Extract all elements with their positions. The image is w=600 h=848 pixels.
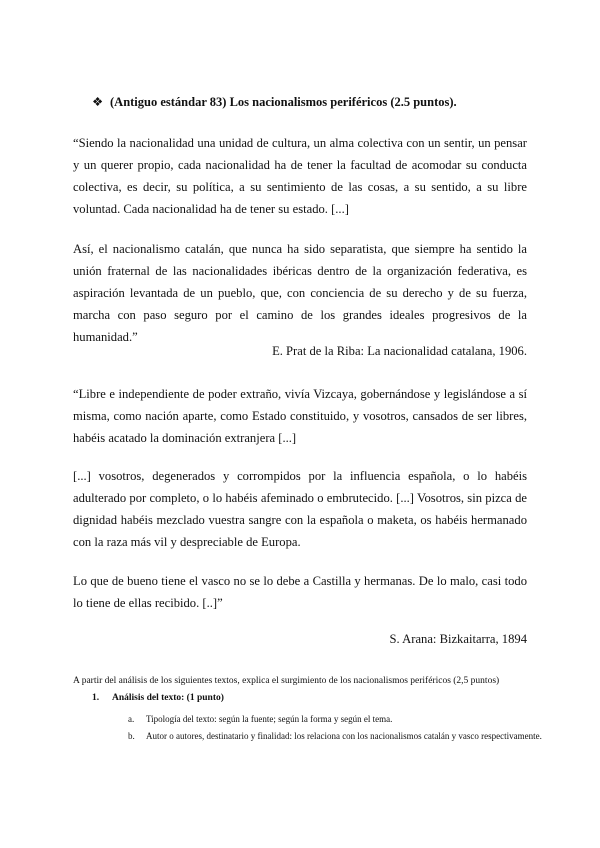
quote-paragraph-2: Así, el nacionalismo catalán, que nunca ha sido separatista, que siempre ha sentido la unión fraternal de las nacionalidades ibéricas dentro de la organización federativa, es aspiración levantada de un pueblo, que, con conciencia de su derecho y de su fuerza, marcha con paso seguro por el camino de los grandes ideales progresivos de la humanidad.” [73,242,527,344]
subitem-letter: b. [128,731,135,741]
heading-text: (Antiguo estándar 83) Los nacionalismos periféricos (2.5 puntos). [110,95,457,109]
quote-paragraph-3: “Libre e independiente de poder extraño, vivía Vizcaya, gobernándose y legislándose a sí misma, como nación aparte, como Estado constituido, y vosotros, cansados de ser libres, habéis acatado la dominación extranjera [...] [73,387,527,445]
instructions-intro: A partir del análisis de los siguientes textos, explica el surgimiento de los nacionalismos periféricos (2,5 puntos) [73,676,500,686]
subitem-text: Autor o autores, destinatario y finalidad: los relaciona con los nacionalismos catalán y vasco respectivamente. [146,731,542,741]
instruction-item-1 [92,693,224,703]
quote-paragraph-5: Lo que de bueno tiene el vasco no se lo debe a Castilla y hermanas. De lo malo, casi todo lo tiene de ellas recibido. [..]” [73,574,527,610]
subitem-letter: a. [128,714,135,724]
quote-paragraph-4: [...] vosotros, degenerados y corrompidos por la influencia española, o lo habéis adulterado por completo, o lo habéis afeminado o embrutecido. [...] Vosotros, sin pizca de dignidad habéis mezclado vuestra sangre con la española o maketa, os habéis hermanado con la raza más vil y despreciable de Europa. [73,469,527,549]
diamond-bullet-icon: ❖ [92,95,104,109]
citation-prat-de-la-riba: E. Prat de la Riba: La nacionalidad catalana, 1906. [272,344,527,358]
item-label: Análisis del texto: (1 punto) [112,693,224,703]
citation-sabino-arana: S. Arana: Bizkaitarra, 1894 [389,632,527,646]
item-number: 1. [92,693,100,703]
subitem-text: Tipología del texto: según la fuente; según la forma y según el tema. [146,714,393,724]
exercise-heading [92,94,457,110]
quote-paragraph-1: “Siendo la nacionalidad una unidad de cultura, un alma colectiva con un sentir, un pensar y un querer propio, cada nacionalidad ha de tener la facultad de acomodar su conducta colectiva, es decir, su política, a su sentimiento de las cosas, a su sentido, a su libre voluntad. Cada nacionalidad ha de tener su estado. [...] [73,136,527,216]
